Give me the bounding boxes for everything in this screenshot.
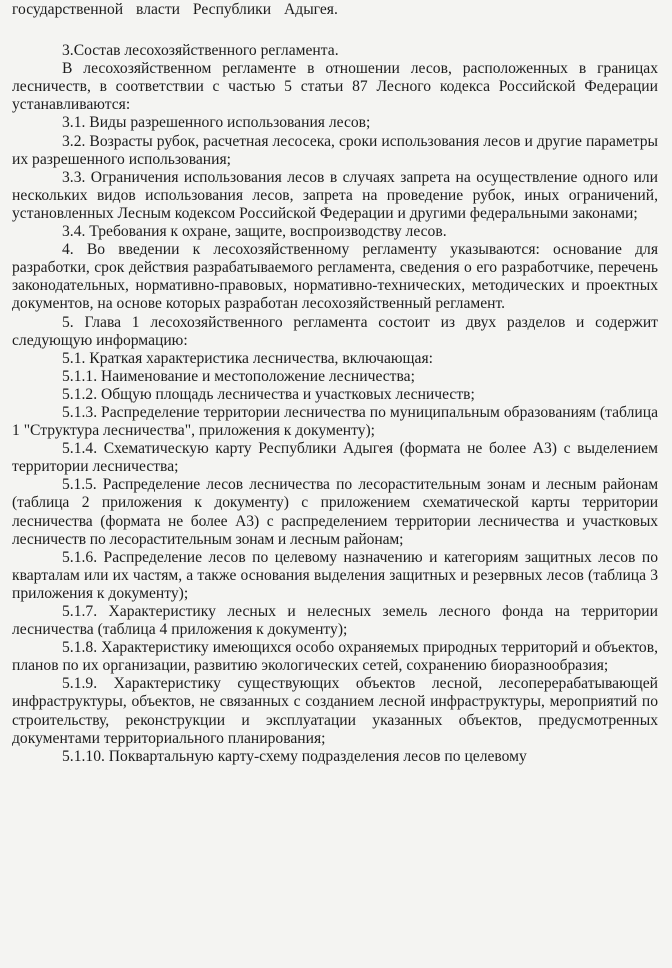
paragraph: 4. Во введении к лесохозяйственному регламенту указываются: основание для разработки, срок действия разрабатываемого регламента, сведения о его разработчике, перечень законодательных, нормативно-правовых, нормативно-технических, методических и проектных документов, на основе которых разработан лесохозяйственный регламент. [12,241,658,313]
top-line: государственной власти Республики Адыгея. [12,1,338,18]
list-item: 5.1.6. Распределение лесов по целевому назначению и категориям защитных лесов по кварталам или их частям, а также основания выделения защитных и резервных лесов (таблица 3 приложения к документу); [12,548,658,602]
list-item: 3.3. Ограничения использования лесов в случаях запрета на осуществление одного или нескольких видов использования лесов, запрета на проведение рубок, иных ограничений, установленных Лесным кодексом Российской Федерации и другими федеральными законами; [12,168,658,222]
list-item: 5.1. Краткая характеристика лесничества, включающая: [62,349,433,367]
list-item: 5.1.9. Характеристику существующих объектов лесной, лесоперерабатывающей инфраструктуры, объектов, не связанных с созданием лесной инфраструктуры, мероприятий по строительству, реконструкции и эксплуатации указанных объектов, предусмотренных документами территориального планирования; [12,675,658,747]
list-item: 5.1.2. Общую площадь лесничества и участковых лесничеств; [62,385,475,403]
paragraph: В лесохозяйственном регламенте в отношении лесов, расположенных в границах лесничеств, в соответствии с частью 5 статьи 87 Лесного кодекса Российской Федерации устанавливаются: [12,60,658,114]
list-item: 5.1.3. Распределение территории лесничества по муниципальным образованиям (таблица 1 "Структура лесничества", приложения к документу); [12,403,658,440]
list-item: 5.1.1. Наименование и местоположение лесничества; [62,367,415,385]
list-item: 5.1.10. Поквартальную карту-схему подразделения лесов по целевому [62,747,527,765]
list-item: 5.1.7. Характеристику лесных и нелесных земель лесного фонда на территории лесничества (таблица 4 приложения к документу); [12,603,658,639]
paragraph: 5. Глава 1 лесохозяйственного регламента состоит из двух разделов и содержит следующую информацию: [12,313,658,349]
section-heading: 3.Состав лесохозяйственного регламента. [62,42,339,60]
list-item: 3.1. Виды разрешенного использования лесов; [62,114,371,132]
list-item: 5.1.5. Распределение лесов лесничества по лесорастительным зонам и лесным районам (таблица 2 приложения к документу) с приложением схематической карты территории лесничества (формата не более А3) с распределением территории лесничества и участковых лесничеств по лесорастительным зонам и лесным районам; [12,476,658,548]
list-item: 5.1.8. Характеристику имеющихся особо охраняемых природных территорий и объектов, планов по их организации, развитию экологических сетей, сохранению биоразнообразия; [12,639,658,675]
list-item: 3.2. Возрасты рубок, расчетная лесосека, сроки использования лесов и другие параметры их разрешенного использования; [12,132,658,168]
section-gap [12,19,658,42]
list-item: 5.1.4. Схематическую карту Республики Адыгея (формата не более А3) с выделением территории лесничества; [12,440,658,476]
list-item: 3.4. Требования к охране, защите, воспроизводству лесов. [62,223,447,241]
